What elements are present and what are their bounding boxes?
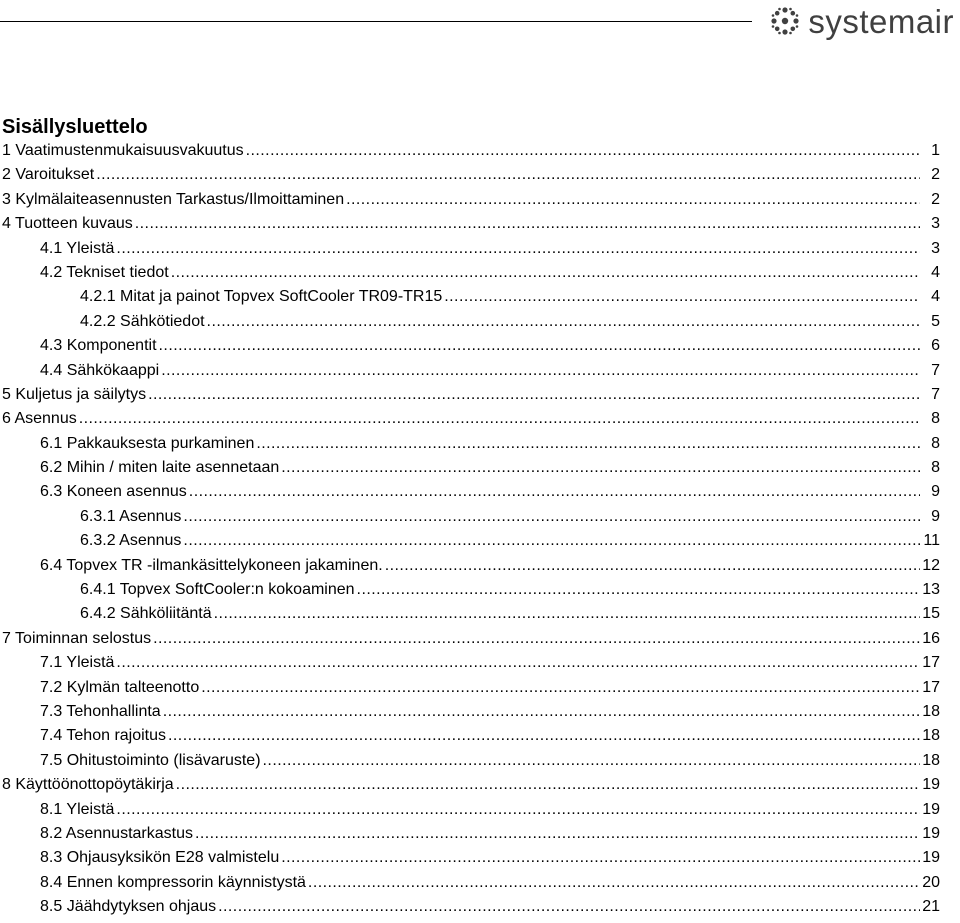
toc-entry-page[interactable]: 2 bbox=[931, 166, 940, 184]
toc-entry-label[interactable]: 7 Toiminnan selostus bbox=[2, 629, 152, 647]
toc-dot-leader bbox=[176, 776, 920, 794]
toc-dot-leader bbox=[263, 752, 920, 770]
toc-dot-leader bbox=[135, 215, 920, 233]
toc-dot-leader bbox=[148, 386, 920, 404]
toc-entry-label[interactable]: 6.3.1 Asennus bbox=[80, 507, 182, 525]
toc-entry-label[interactable]: 7.3 Tehonhallinta bbox=[40, 702, 161, 720]
toc-entry-page[interactable]: 17 bbox=[922, 678, 940, 696]
toc-entry-label[interactable]: 8 Käyttöönottopöytäkirja bbox=[2, 776, 174, 794]
toc-entry[interactable] bbox=[0, 410, 940, 434]
toc-dot-leader bbox=[201, 679, 920, 697]
systemair-logo-icon bbox=[770, 6, 800, 36]
toc-entry-page[interactable]: 19 bbox=[922, 849, 940, 867]
toc-entry-page[interactable]: 19 bbox=[922, 824, 940, 842]
toc-entry-label[interactable]: 8.3 Ohjausyksikön E28 valmistelu bbox=[40, 849, 280, 867]
toc-entry[interactable] bbox=[0, 776, 940, 800]
toc-entry-page[interactable]: 8 bbox=[931, 459, 940, 477]
toc-entry-page[interactable]: 12 bbox=[922, 556, 940, 574]
toc-entry-label[interactable]: 6.4 Topvex TR -ilmankäsittelykoneen jakaminen. bbox=[40, 556, 383, 574]
toc-entry-label[interactable]: 4 Tuotteen kuvaus bbox=[2, 215, 133, 233]
toc-entry-page[interactable]: 18 bbox=[922, 727, 940, 745]
toc-entry-page[interactable]: 8 bbox=[931, 410, 940, 428]
toc-entry-page[interactable]: 11 bbox=[923, 532, 940, 550]
toc-entry[interactable] bbox=[0, 362, 940, 386]
toc-entry-label[interactable]: 7.1 Yleistä bbox=[40, 654, 115, 672]
toc-dot-leader bbox=[189, 483, 920, 501]
toc-entry-label[interactable]: 7.2 Kylmän talteenotto bbox=[40, 678, 200, 696]
toc-entry-page[interactable]: 8 bbox=[931, 434, 940, 452]
toc-entry[interactable] bbox=[0, 581, 940, 605]
toc-entry[interactable] bbox=[0, 679, 940, 703]
toc-entry[interactable] bbox=[0, 508, 940, 532]
toc-dot-leader bbox=[214, 605, 920, 623]
toc-dot-leader bbox=[116, 654, 920, 672]
toc-dot-leader bbox=[385, 557, 920, 575]
toc-entry-label[interactable]: 7.5 Ohitustoiminto (lisävaruste) bbox=[40, 751, 261, 769]
header-rule bbox=[0, 21, 752, 22]
toc-entry-page[interactable]: 7 bbox=[931, 361, 940, 379]
toc-dot-leader bbox=[308, 874, 920, 892]
toc-entry[interactable] bbox=[0, 898, 940, 922]
toc-entry-label[interactable]: 6.3 Koneen asennus bbox=[40, 483, 187, 501]
toc-entry[interactable] bbox=[0, 288, 940, 312]
toc-entry-label[interactable]: 6.1 Pakkauksesta purkaminen bbox=[40, 434, 255, 452]
toc-entry-label[interactable]: 4.4 Sähkökaappi bbox=[40, 361, 160, 379]
toc-dot-leader bbox=[159, 337, 920, 355]
toc-entry-page[interactable]: 18 bbox=[922, 751, 940, 769]
toc-dot-leader bbox=[183, 532, 920, 550]
toc-dot-leader bbox=[246, 142, 920, 160]
toc-entry[interactable] bbox=[0, 727, 940, 751]
toc-dot-leader bbox=[96, 166, 920, 184]
toc-entry-page[interactable]: 18 bbox=[922, 702, 940, 720]
toc-dot-leader bbox=[281, 459, 920, 477]
toc-entry-page[interactable]: 2 bbox=[931, 190, 940, 208]
toc-dot-leader bbox=[281, 849, 920, 867]
toc-dot-leader bbox=[195, 825, 920, 843]
toc-entry[interactable] bbox=[0, 435, 940, 459]
toc-entry[interactable] bbox=[0, 215, 940, 239]
toc-entry[interactable] bbox=[0, 825, 940, 849]
toc-title: Sisällysluettelo bbox=[2, 116, 148, 138]
toc-entry-page[interactable]: 7 bbox=[931, 385, 940, 403]
toc-entry-label[interactable]: 6.4.1 Topvex SoftCooler:n kokoaminen bbox=[80, 581, 355, 599]
toc-dot-leader bbox=[116, 801, 920, 819]
toc-entry-label[interactable]: 8.5 Jäähdytyksen ohjaus bbox=[40, 898, 217, 916]
toc-entry-label[interactable]: 7.4 Tehon rajoitus bbox=[40, 727, 167, 745]
toc-entry[interactable] bbox=[0, 557, 940, 581]
toc-dot-leader bbox=[207, 313, 920, 331]
toc-entry-page[interactable]: 20 bbox=[922, 873, 940, 891]
toc-dot-leader bbox=[256, 435, 920, 453]
toc-dot-leader bbox=[163, 703, 920, 721]
toc-entry-page[interactable]: 3 bbox=[931, 215, 940, 233]
toc-entry-label[interactable]: 3 Kylmälaiteasennusten Tarkastus/Ilmoittaminen bbox=[2, 190, 345, 208]
toc-entry-page[interactable]: 9 bbox=[931, 483, 940, 501]
toc-entry-label[interactable]: 4.1 Yleistä bbox=[40, 239, 115, 257]
toc-entry[interactable] bbox=[0, 483, 940, 507]
toc-entry[interactable] bbox=[0, 313, 940, 337]
toc-entry[interactable] bbox=[0, 459, 940, 483]
toc-dot-leader bbox=[171, 264, 920, 282]
toc-entry-page[interactable]: 16 bbox=[922, 629, 940, 647]
toc-entry[interactable] bbox=[0, 240, 940, 264]
toc-entry-label[interactable]: 8.2 Asennustarkastus bbox=[40, 824, 193, 842]
toc-entry-label[interactable]: 5 Kuljetus ja säilytys bbox=[2, 385, 147, 403]
toc-entry-label[interactable]: 4.2.2 Sähkötiedot bbox=[80, 312, 205, 330]
toc-entry-label[interactable]: 4.2 Tekniset tiedot bbox=[40, 263, 169, 281]
toc-entry[interactable] bbox=[0, 703, 940, 727]
toc-entry-page[interactable]: 15 bbox=[922, 605, 940, 623]
toc-entry-label[interactable]: 4.3 Komponentit bbox=[40, 337, 157, 355]
toc-entry-label[interactable]: 6.4.2 Sähköliitäntä bbox=[80, 605, 212, 623]
toc-dot-leader bbox=[444, 288, 920, 306]
toc-entry[interactable] bbox=[0, 532, 940, 556]
toc-entry[interactable] bbox=[0, 801, 940, 825]
toc-entry-label[interactable]: 2 Varoitukset bbox=[2, 166, 95, 184]
toc-dot-leader bbox=[183, 508, 920, 526]
toc-dot-leader bbox=[161, 362, 920, 380]
toc-dot-leader bbox=[168, 727, 920, 745]
toc-entry-page[interactable]: 4 bbox=[931, 288, 940, 306]
toc-entry[interactable] bbox=[0, 752, 940, 776]
toc-entry[interactable] bbox=[0, 142, 940, 166]
toc-entry[interactable] bbox=[0, 654, 940, 678]
toc-entry-page[interactable]: 13 bbox=[922, 581, 940, 599]
toc-entry-page[interactable]: 4 bbox=[931, 263, 940, 281]
toc-entry-label[interactable]: 1 Vaatimustenmukaisuusvakuutus bbox=[2, 142, 244, 159]
toc-entry[interactable] bbox=[0, 605, 940, 629]
toc-entry[interactable] bbox=[0, 191, 940, 215]
toc-entry-page[interactable]: 5 bbox=[931, 312, 940, 330]
toc-entry-page[interactable]: 9 bbox=[931, 507, 940, 525]
toc-entry-label[interactable]: 6 Asennus bbox=[2, 410, 77, 428]
table-of-contents bbox=[0, 112, 940, 923]
toc-entry-page[interactable]: 21 bbox=[922, 898, 940, 916]
toc-entry-page[interactable]: 3 bbox=[931, 239, 940, 257]
toc-entry-label[interactable]: 6.3.2 Asennus bbox=[80, 532, 182, 550]
toc-dot-leader bbox=[218, 898, 920, 916]
toc-entry-label[interactable]: 8.4 Ennen kompressorin käynnistystä bbox=[40, 873, 306, 891]
toc-entry[interactable] bbox=[0, 264, 940, 288]
toc-dot-leader bbox=[79, 410, 920, 428]
toc-entry-page[interactable]: 6 bbox=[931, 337, 940, 355]
toc-list bbox=[0, 142, 940, 923]
toc-entry[interactable] bbox=[0, 849, 940, 873]
toc-entry-label[interactable]: 6.2 Mihin / miten laite asennetaan bbox=[40, 459, 280, 477]
brand-name: systemair bbox=[808, 2, 954, 40]
toc-entry[interactable] bbox=[0, 874, 940, 898]
toc-entry[interactable] bbox=[0, 386, 940, 410]
toc-entry-page[interactable]: 19 bbox=[922, 776, 940, 794]
toc-dot-leader bbox=[357, 581, 920, 599]
toc-dot-leader bbox=[116, 240, 920, 258]
toc-entry-page[interactable]: 1 bbox=[931, 142, 940, 159]
toc-entry[interactable] bbox=[0, 166, 940, 190]
brand-logo bbox=[770, 0, 954, 42]
toc-entry-page[interactable]: 17 bbox=[922, 654, 940, 672]
toc-entry[interactable] bbox=[0, 630, 940, 654]
toc-entry[interactable] bbox=[0, 337, 940, 361]
toc-entry-label[interactable]: 4.2.1 Mitat ja painot Topvex SoftCooler TR09-TR15 bbox=[80, 288, 443, 306]
toc-entry-label[interactable]: 8.1 Yleistä bbox=[40, 800, 115, 818]
toc-entry-page[interactable]: 19 bbox=[922, 800, 940, 818]
toc-dot-leader bbox=[346, 191, 920, 209]
toc-dot-leader bbox=[153, 630, 920, 648]
